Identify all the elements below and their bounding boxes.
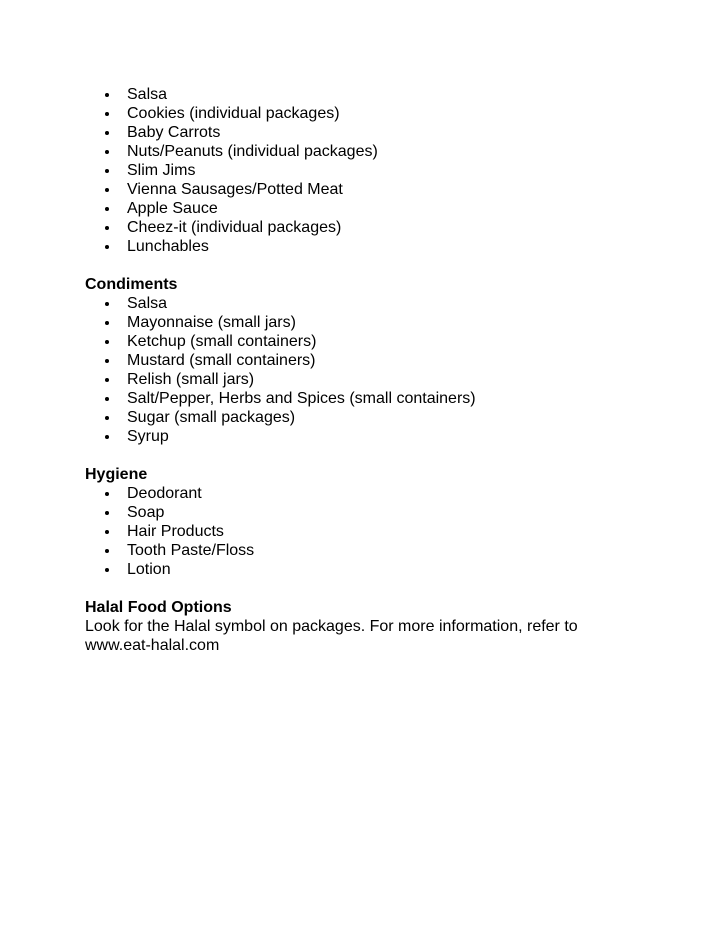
list-item (85, 85, 685, 104)
list-item (85, 142, 685, 161)
list-item-label: Mayonnaise (small jars) (127, 314, 296, 331)
halal-text (85, 617, 685, 655)
bullet-icon (105, 397, 109, 401)
bullet-icon (105, 321, 109, 325)
spacer (85, 579, 685, 598)
list-item-label: Hair Products (127, 523, 224, 540)
halal-website-link[interactable]: www.eat-halal.com (85, 637, 220, 654)
list-item-label: Slim Jims (127, 162, 196, 179)
list-item-label: Syrup (127, 428, 169, 445)
list-item (85, 522, 685, 541)
hygiene-list (85, 484, 685, 579)
list-item (85, 408, 685, 427)
bullet-icon (105, 226, 109, 230)
list-item (85, 370, 685, 389)
list-item-label: Vienna Sausages/Potted Meat (127, 181, 343, 198)
list-item (85, 389, 685, 408)
halal-text-line: Look for the Halal symbol on packages. For more information, refer to (85, 618, 578, 635)
bullet-icon (105, 207, 109, 211)
list-item-label: Apple Sauce (127, 200, 218, 217)
bullet-icon (105, 245, 109, 249)
list-item-label: Relish (small jars) (127, 371, 255, 388)
bullet-icon (105, 530, 109, 534)
bullet-icon (105, 340, 109, 344)
list-item (85, 237, 685, 256)
snacks-list (85, 85, 685, 256)
list-item-label: Ketchup (small containers) (127, 333, 317, 350)
bullet-icon (105, 188, 109, 192)
bullet-icon (105, 492, 109, 496)
list-item (85, 104, 685, 123)
bullet-icon (105, 302, 109, 306)
list-item (85, 180, 685, 199)
spacer (85, 256, 685, 275)
bullet-icon (105, 378, 109, 382)
bullet-icon (105, 150, 109, 154)
bullet-icon (105, 169, 109, 173)
bullet-icon (105, 435, 109, 439)
spacer (85, 446, 685, 465)
list-item-label: Salt/Pepper, Herbs and Spices (small containers) (127, 390, 476, 407)
list-item (85, 541, 685, 560)
bullet-icon (105, 93, 109, 97)
halal-heading: Halal Food Options (85, 599, 232, 616)
list-item (85, 503, 685, 522)
list-item-label: Sugar (small packages) (127, 409, 296, 426)
list-item-label: Lunchables (127, 238, 209, 255)
bullet-icon (105, 568, 109, 572)
list-item (85, 427, 685, 446)
list-item-label: Lotion (127, 561, 171, 578)
list-item (85, 560, 685, 579)
list-item (85, 351, 685, 370)
list-item-label: Salsa (127, 86, 168, 103)
list-item-label: Cheez-it (individual packages) (127, 219, 342, 236)
condiments-heading: Condiments (85, 276, 178, 293)
hygiene-heading: Hygiene (85, 466, 148, 483)
document-page (85, 85, 685, 655)
list-item (85, 161, 685, 180)
list-item (85, 313, 685, 332)
list-item-label: Mustard (small containers) (127, 352, 316, 369)
bullet-icon (105, 511, 109, 515)
list-item (85, 484, 685, 503)
list-item-label: Baby Carrots (127, 124, 221, 141)
condiments-list (85, 294, 685, 446)
list-item-label: Deodorant (127, 485, 202, 502)
list-item (85, 199, 685, 218)
list-item-label: Tooth Paste/Floss (127, 542, 255, 559)
bullet-icon (105, 416, 109, 420)
bullet-icon (105, 359, 109, 363)
list-item (85, 332, 685, 351)
list-item (85, 123, 685, 142)
bullet-icon (105, 131, 109, 135)
list-item-label: Cookies (individual packages) (127, 105, 340, 122)
bullet-icon (105, 549, 109, 553)
list-item-label: Soap (127, 504, 165, 521)
list-item (85, 218, 685, 237)
list-item-label: Nuts/Peanuts (individual packages) (127, 143, 378, 160)
bullet-icon (105, 112, 109, 116)
list-item-label: Salsa (127, 295, 168, 312)
list-item (85, 294, 685, 313)
